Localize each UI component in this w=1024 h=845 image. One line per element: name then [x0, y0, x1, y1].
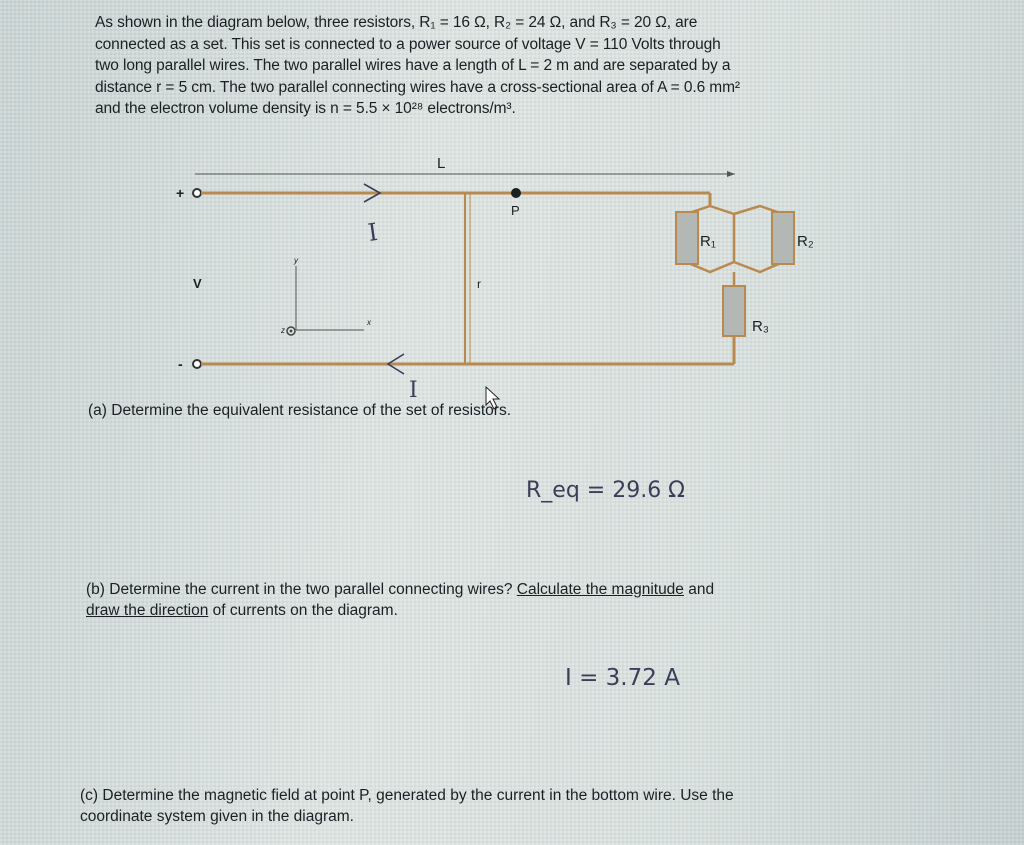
part-b-handwritten-answer: I = 3.72 A: [565, 665, 680, 691]
r1-label: R₁: [700, 233, 716, 250]
resistor-r2: [772, 212, 794, 264]
part-b-underlined-direction: draw the direction: [86, 602, 209, 619]
minus-terminal-label: -: [178, 356, 183, 372]
plus-terminal: [193, 189, 201, 197]
part-a-question: (a) Determine the equivalent resistance of the set of resistors.: [88, 402, 512, 419]
part-b-underlined-magnitude: Calculate the magnitude: [516, 581, 684, 598]
part-a-handwritten-answer: R_eq = 29.6 Ω: [526, 478, 685, 503]
part-b-question: (b) Determine the current in the two parallel connecting wires? Calculate the magnitude and draw the direction of currents on the diagram.: [86, 581, 715, 619]
length-arrow-icon: [727, 171, 735, 177]
y-axis-label: y: [294, 256, 298, 265]
x-axis-label: x: [367, 318, 371, 327]
plus-terminal-label: +: [176, 185, 185, 201]
point-p-label: P: [511, 203, 520, 218]
problem-line: distance r = 5 cm. The two parallel connecting wires have a cross-sectional area of A = 0.6 mm²: [95, 78, 740, 96]
problem-line: As shown in the diagram below, three resistors, R₁ = 16 Ω, R₂ = 24 Ω, and R₃ = 20 Ω, are: [95, 14, 698, 31]
current-label-top: I: [366, 217, 380, 247]
resistor-r3: [723, 286, 745, 336]
voltage-label: V: [193, 276, 202, 291]
current-label-bottom: I: [409, 378, 418, 403]
problem-line: two long parallel wires. The two parallel wires have a length of L = 2 m and are separated by a: [95, 57, 731, 74]
length-label: L: [437, 155, 446, 172]
z-axis-label: z: [281, 326, 285, 335]
distance-label: r: [477, 277, 481, 291]
part-c-question: (c) Determine the magnetic field at point P, generated by the current in the bottom wire. Use the coordinate system given in the diagram.: [80, 787, 734, 825]
point-p: [511, 188, 521, 198]
minus-terminal: [193, 360, 201, 368]
resistor-r1: [676, 212, 698, 264]
r3-label: R₃: [752, 318, 769, 335]
problem-line: and the electron volume density is n = 5.5 × 10²⁸ electrons/m³.: [95, 100, 516, 117]
problem-line: connected as a set. This set is connected to a power source of voltage V = 110 Volts through: [95, 35, 721, 53]
r2-label: R₂: [797, 233, 814, 250]
